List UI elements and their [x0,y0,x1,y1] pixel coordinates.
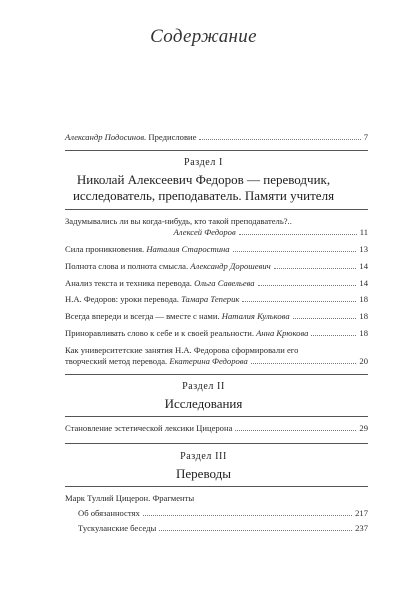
page-number: 20 [359,356,368,366]
entry-author: Наталия Кулькова [221,311,290,321]
page-number: 7 [363,132,368,142]
leader-dots [159,530,352,531]
section-divider [65,416,368,417]
entry-title: Сила проникновения. [65,244,145,254]
entry-title: Полнота слова и полнота смысла. [65,261,189,271]
entry-author: Тамара Теперик [181,294,240,304]
toc-entry[interactable] [65,216,368,238]
entry-title: Становление эстетической лексики Цицерона [65,423,233,433]
leader-dots [258,285,357,286]
toc-entry[interactable] [78,508,368,519]
toc-entry[interactable] [65,423,368,434]
leader-dots [251,363,357,364]
leader-dots [274,268,357,269]
toc-entry[interactable] [65,345,368,367]
leader-dots [311,335,356,336]
leader-dots [293,318,357,319]
entry-title: Предисловие [148,132,197,142]
entry-author: Александр Подосинов. [65,132,147,142]
section-divider [65,486,368,487]
toc-entry[interactable] [65,244,368,255]
section-title-line2: исследователь, преподаватель. Памяти учителя [72,188,335,203]
entry-author: Александр Дорошевич [190,261,271,271]
toc-entry[interactable] [65,311,368,322]
page-number: 11 [359,227,368,237]
page-number: 18 [359,294,368,304]
toc-entry[interactable] [65,328,368,339]
section-divider [65,150,368,151]
page-title: Содержание [150,26,257,47]
leader-dots [242,301,356,302]
page-number: 237 [355,523,368,533]
entry-author: Анна Крюкова [256,328,309,338]
leader-dots [143,515,352,516]
entry-title: Об обязанностях [78,508,140,518]
entry-title-line2: творческий метод перевода. [65,356,168,366]
leader-dots [239,234,357,235]
leader-dots [199,139,360,140]
entry-author: Ольга Савельева [194,278,255,288]
section-label: Раздел II [182,381,225,392]
page-number: 14 [359,261,368,271]
section-label: Раздел I [184,157,223,168]
subsection-heading: Марк Туллий Цицерон. Фрагменты [65,493,195,503]
entry-title: Задумывались ли вы когда-нибудь, кто такой преподаватель?.. [65,216,292,226]
leader-dots [235,430,356,431]
toc-entry-preface[interactable] [65,132,368,143]
entry-author: Екатерина Федорова [169,356,248,366]
section-divider [65,209,368,210]
entry-title-line1: Как университетские занятия Н.А. Федорова сформировали его [65,345,299,355]
page-number: 18 [359,328,368,338]
page-number: 217 [355,508,368,518]
section-title: Переводы [176,466,231,481]
entry-author: Алексей Федоров [173,227,236,237]
entry-title: Тускуланские беседы [78,523,157,533]
section-title: Исследования [164,396,243,411]
section-divider [65,443,368,444]
page-number: 18 [359,311,368,321]
section-label: Раздел III [180,451,227,462]
entry-author: Наталия Старостина [146,244,230,254]
entry-title: Приноравливать слово к себе и к своей реальности. [65,328,255,338]
toc-entry[interactable] [65,261,368,272]
page-number: 13 [359,244,368,254]
entry-title: Всегда впереди и всегда — вместе с нами. [65,311,220,321]
page-number: 14 [359,278,368,288]
toc-entry[interactable] [65,278,368,289]
entry-title: Н.А. Федоров: уроки перевода. [65,294,179,304]
section-title-line1: Николай Алексеевич Федоров — переводчик, [76,172,331,187]
section-divider [65,374,368,375]
leader-dots [233,251,357,252]
toc-entry[interactable] [65,294,368,305]
toc-entry[interactable] [78,523,368,534]
entry-title: Анализ текста и техника перевода. [65,278,192,288]
page-number: 29 [359,423,368,433]
